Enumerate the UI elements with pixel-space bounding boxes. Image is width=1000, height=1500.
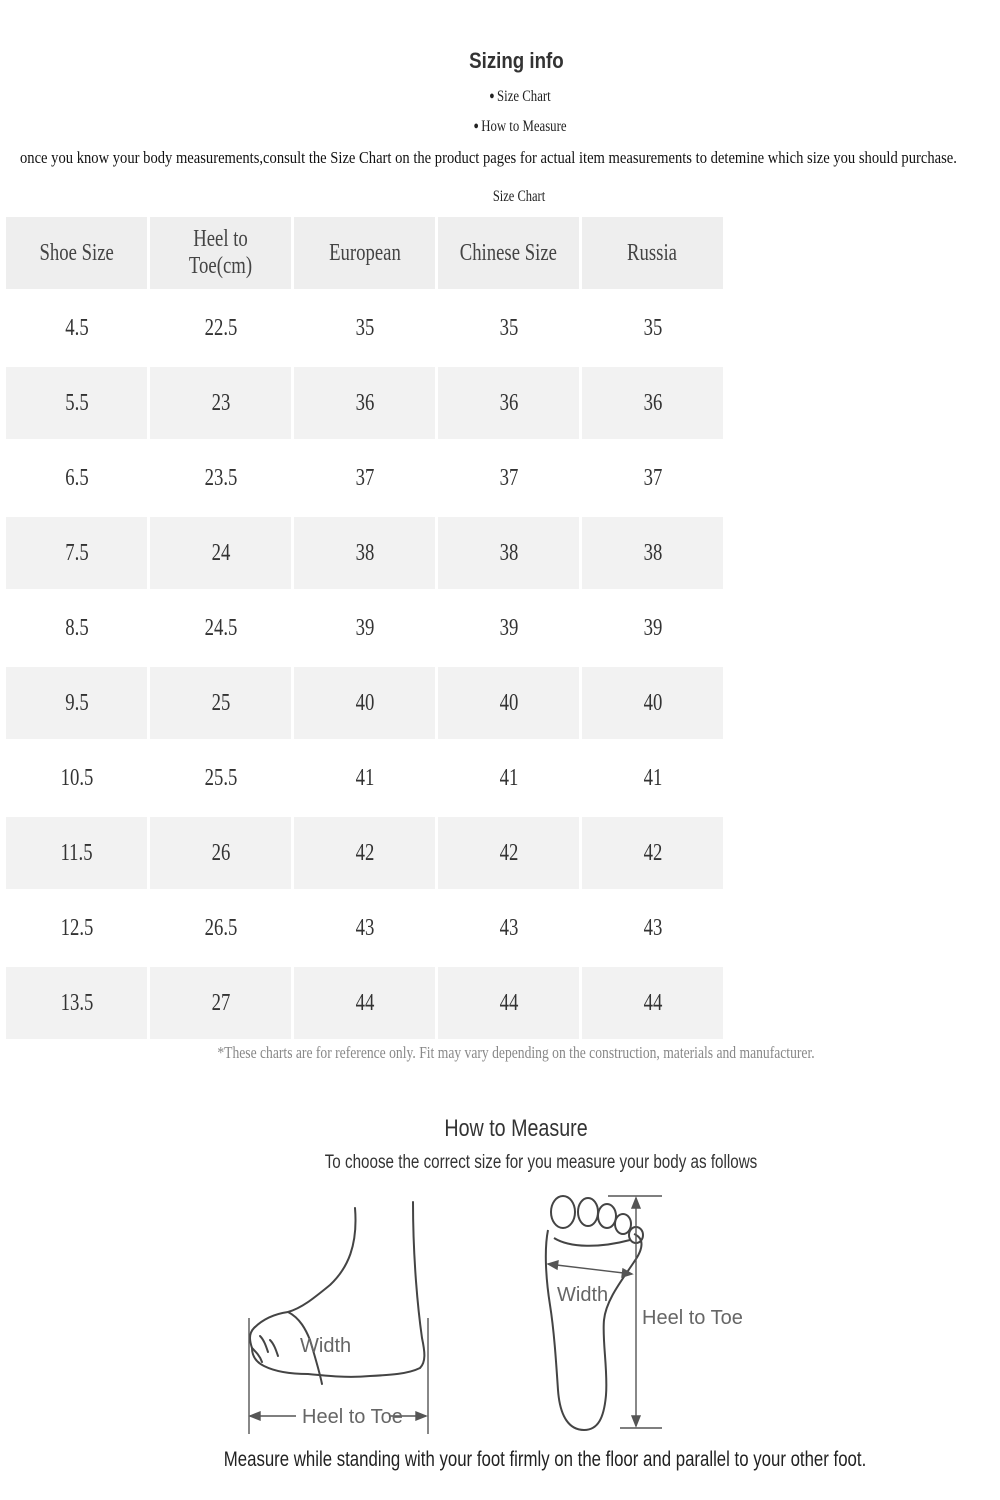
bullet-how-to-measure: ● How to Measure [473, 118, 567, 135]
page-title: Sizing info [469, 48, 564, 73]
how-to-measure-subtitle: To choose the correct size for you measure your body as follows [324, 1152, 758, 1173]
table-cell: 23 [150, 367, 291, 439]
table-cell: 39 [643, 614, 662, 641]
table-cell: 35 [643, 314, 662, 341]
column-header: Russia [582, 217, 723, 289]
sole-length-label: Heel to Toe [642, 1307, 743, 1329]
table-row [6, 817, 723, 889]
table-cell: 26.5 [204, 914, 237, 941]
sole-width-arrow [548, 1261, 632, 1277]
column-header: Chinese Size [438, 217, 579, 289]
table-row [6, 667, 723, 739]
table-cell: 4.5 [64, 314, 89, 341]
table-row [6, 592, 723, 664]
table-cell: 36 [438, 367, 579, 439]
column-header: European [294, 217, 435, 289]
table-cell: 39 [499, 614, 518, 641]
column-header: Heel to Toe(cm) [150, 217, 291, 289]
table-cell: 43 [355, 914, 374, 941]
table-cell: 12.5 [60, 914, 93, 941]
table-cell: 43 [643, 914, 662, 941]
table-cell: 6.5 [64, 464, 89, 491]
table-row [6, 967, 723, 1039]
side-length-label: Heel to Toe [302, 1406, 403, 1428]
table-cell: 36 [582, 367, 723, 439]
table-cell: 38 [582, 517, 723, 589]
table-cell: 37 [499, 464, 518, 491]
table-cell: 7.5 [6, 517, 147, 589]
side-width-label: Width [300, 1335, 352, 1357]
table-cell: 41 [355, 764, 374, 791]
table-cell: 39 [355, 614, 374, 641]
table-row [6, 742, 723, 814]
measure-instruction: Measure while standing with your foot firmly on the floor and parallel to your other foot. [223, 1448, 867, 1471]
table-cell: 41 [499, 764, 518, 791]
table-cell: 26 [150, 817, 291, 889]
table-cell: 23.5 [204, 464, 237, 491]
table-cell: 25 [150, 667, 291, 739]
table-cell: 37 [355, 464, 374, 491]
table-row [6, 517, 723, 589]
table-cell: 41 [643, 764, 662, 791]
table-cell: 8.5 [64, 614, 89, 641]
table-cell: 25.5 [204, 764, 237, 791]
table-cell: 13.5 [6, 967, 147, 1039]
table-cell: 42 [582, 817, 723, 889]
table-row [6, 292, 723, 364]
table-cell: 35 [355, 314, 374, 341]
sole-width-label: Width [557, 1284, 609, 1306]
table-cell: 27 [150, 967, 291, 1039]
table-cell: 10.5 [60, 764, 93, 791]
bullet-size-chart: ● Size Chart [489, 88, 551, 105]
table-cell: 40 [294, 667, 435, 739]
table-cell: 38 [438, 517, 579, 589]
table-cell: 42 [294, 817, 435, 889]
table-cell: 22.5 [204, 314, 237, 341]
table-cell: 9.5 [6, 667, 147, 739]
column-header: Shoe Size [6, 217, 147, 289]
how-to-measure-title: How to Measure [444, 1115, 588, 1142]
table-cell: 37 [643, 464, 662, 491]
table-cell: 40 [438, 667, 579, 739]
table-cell: 44 [294, 967, 435, 1039]
table-cell: 11.5 [6, 817, 147, 889]
reference-note: *These charts are for reference only. Fit may vary depending on the construction, materials and manufacturer. [217, 1043, 815, 1062]
table-row [6, 892, 723, 964]
table-cell: 38 [294, 517, 435, 589]
foot-measure-diagram [230, 1190, 750, 1440]
table-cell: 35 [499, 314, 518, 341]
table-cell: 40 [582, 667, 723, 739]
table-cell: 36 [294, 367, 435, 439]
size-chart-label: Size Chart [492, 188, 546, 205]
table-cell: 5.5 [6, 367, 147, 439]
table-cell: 44 [582, 967, 723, 1039]
table-cell: 24.5 [204, 614, 237, 641]
table-row [6, 367, 723, 439]
table-cell: 43 [499, 914, 518, 941]
intro-text: once you know your body measurements,consult the Size Chart on the product pages for actual item measurements to detemine which size you should purchase. [20, 148, 957, 167]
table-cell: 24 [150, 517, 291, 589]
table-cell: 42 [438, 817, 579, 889]
table-header-row [6, 217, 723, 289]
sole-foot-illustration [546, 1196, 643, 1430]
size-chart-table [3, 214, 726, 1042]
table-cell: 44 [438, 967, 579, 1039]
table-row [6, 442, 723, 514]
